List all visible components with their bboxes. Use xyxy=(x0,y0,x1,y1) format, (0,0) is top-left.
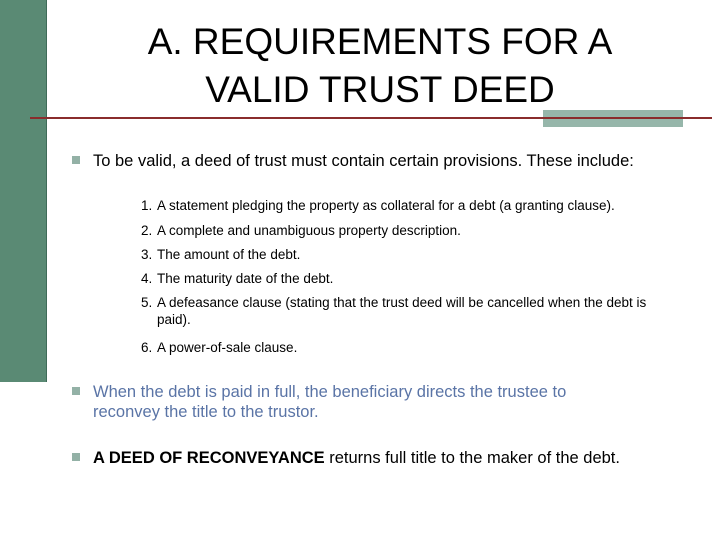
reconveyance-description: returns full title to the maker of the debt. xyxy=(324,449,620,467)
intro-paragraph: To be valid, a deed of trust must contain certain provisions. These include: xyxy=(93,152,634,170)
title-line-2: VALID TRUST DEED xyxy=(205,69,555,110)
requirement-item xyxy=(141,339,701,356)
left-accent-bar xyxy=(0,0,47,382)
reconvey-paragraph: When the debt is paid in full, the beneficiary directs the trustee to reconvey the title to the trustor. xyxy=(93,383,567,421)
requirement-number: 2. xyxy=(141,223,153,238)
requirement-item xyxy=(141,222,701,239)
reconveyance-paragraph xyxy=(93,448,703,468)
requirement-item xyxy=(141,294,666,328)
requirement-text: The maturity date of the debt. xyxy=(157,271,334,286)
slide-title xyxy=(60,18,700,114)
requirement-item xyxy=(141,197,701,214)
requirement-number: 6. xyxy=(141,340,153,355)
bullet-square-icon xyxy=(72,387,80,395)
requirement-number: 5. xyxy=(141,295,153,310)
title-line-1: A. REQUIREMENTS FOR A xyxy=(147,21,613,62)
requirement-text: A statement pledging the property as collateral for a debt (a granting clause). xyxy=(157,198,615,213)
requirement-number: 4. xyxy=(141,271,153,286)
requirement-item xyxy=(141,270,701,287)
requirement-text: A defeasance clause (stating that the trust deed will be cancelled when the debt is paid). xyxy=(157,295,647,327)
requirement-number: 1. xyxy=(141,198,153,213)
requirement-text: A power-of-sale clause. xyxy=(157,340,298,355)
reconveyance-term: A DEED OF RECONVEYANCE xyxy=(93,449,325,467)
title-divider xyxy=(30,117,712,119)
bullet-square-icon xyxy=(72,156,80,164)
requirement-text: The amount of the debt. xyxy=(157,247,301,262)
requirement-item xyxy=(141,246,701,263)
bullet-square-icon xyxy=(72,453,80,461)
requirement-number: 3. xyxy=(141,247,153,262)
requirement-text: A complete and unambiguous property description. xyxy=(157,223,461,238)
